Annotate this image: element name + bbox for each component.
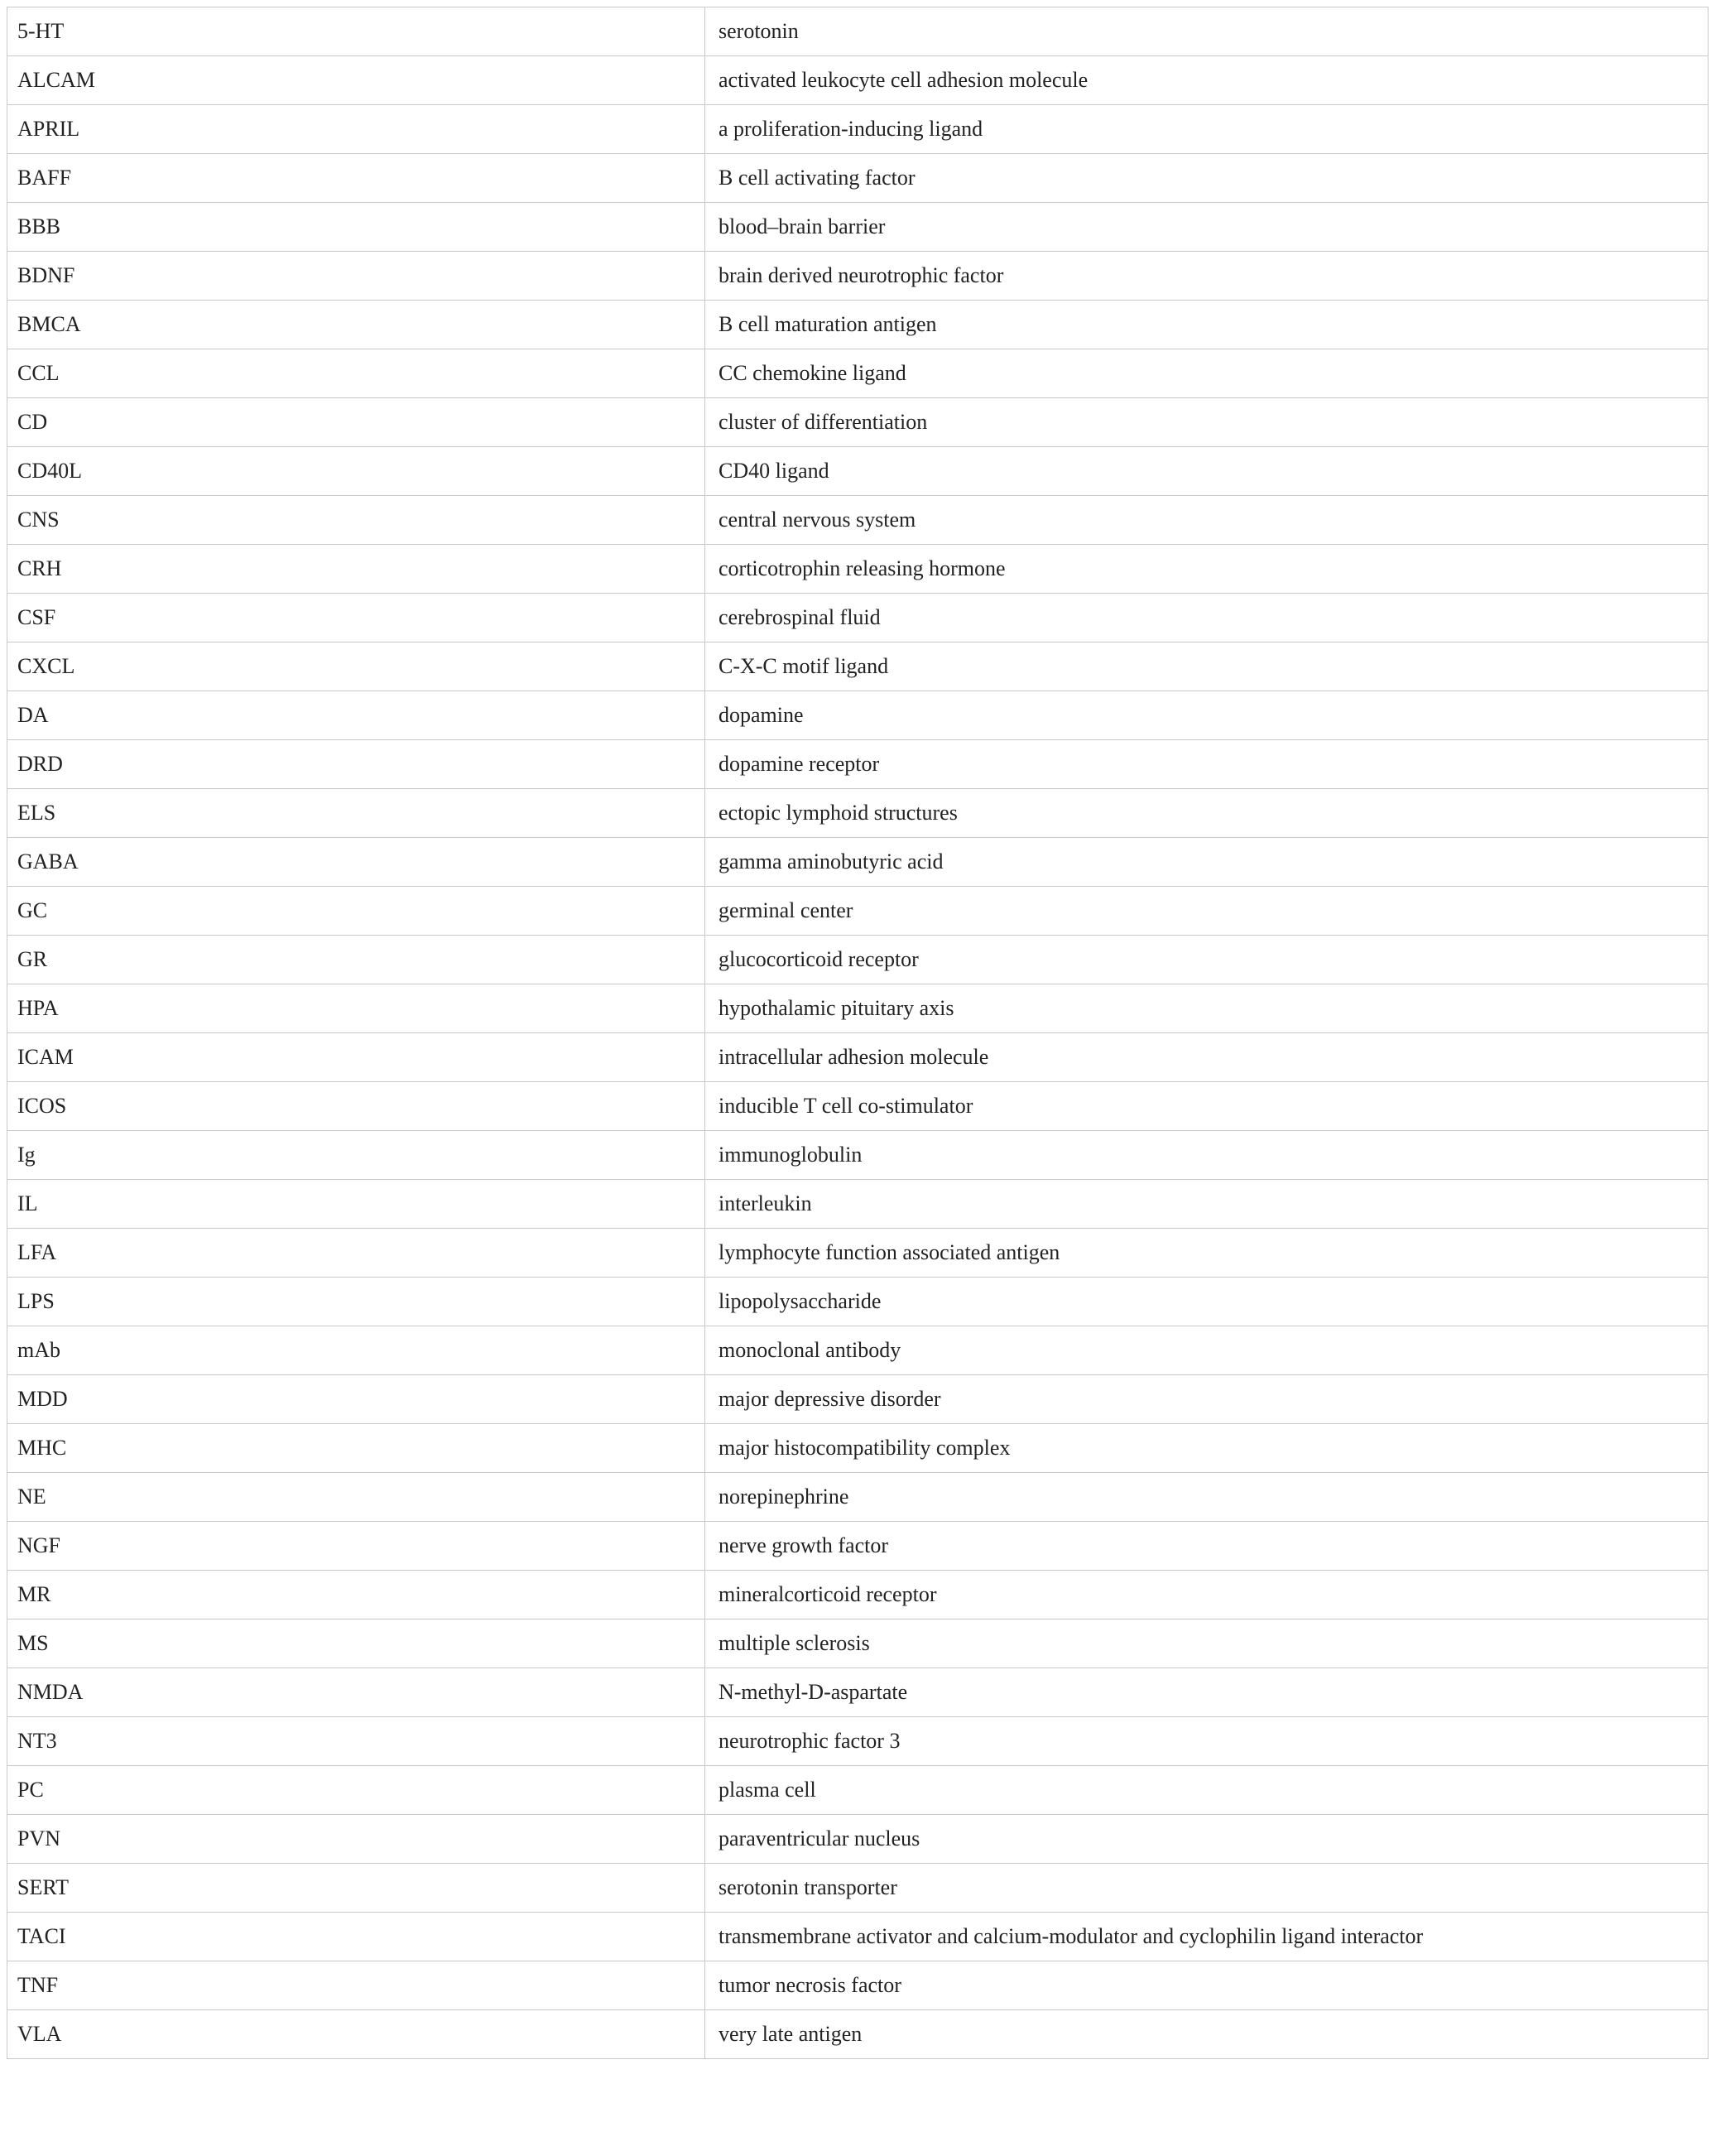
table-row	[7, 1278, 1709, 1326]
definition-cell: lipopolysaccharide	[705, 1278, 1709, 1326]
definition-cell: intracellular adhesion molecule	[705, 1033, 1709, 1082]
table-row	[7, 1375, 1709, 1424]
table-row	[7, 252, 1709, 301]
definition-cell: N-methyl-D-aspartate	[705, 1668, 1709, 1717]
definition-cell: blood–brain barrier	[705, 203, 1709, 252]
abbreviation-cell: LPS	[7, 1278, 705, 1326]
table-row	[7, 1717, 1709, 1766]
abbreviation-cell: ICOS	[7, 1082, 705, 1131]
table-row	[7, 1668, 1709, 1717]
definition-cell: multiple sclerosis	[705, 1619, 1709, 1668]
table-row	[7, 1326, 1709, 1375]
abbreviation-cell: DRD	[7, 740, 705, 789]
abbreviation-cell: CD	[7, 398, 705, 447]
abbreviation-cell: NMDA	[7, 1668, 705, 1717]
definition-cell: hypothalamic pituitary axis	[705, 984, 1709, 1033]
abbreviation-cell: APRIL	[7, 105, 705, 154]
abbreviation-cell: CCL	[7, 349, 705, 398]
table-row	[7, 56, 1709, 105]
definition-cell: CD40 ligand	[705, 447, 1709, 496]
definition-cell: serotonin	[705, 7, 1709, 56]
abbreviation-cell: GR	[7, 936, 705, 984]
table-row	[7, 740, 1709, 789]
abbreviation-cell: LFA	[7, 1229, 705, 1278]
abbreviation-cell: mAb	[7, 1326, 705, 1375]
definition-cell: glucocorticoid receptor	[705, 936, 1709, 984]
definition-cell: neurotrophic factor 3	[705, 1717, 1709, 1766]
abbreviation-cell: ELS	[7, 789, 705, 838]
abbreviation-cell: ALCAM	[7, 56, 705, 105]
definition-cell: B cell activating factor	[705, 154, 1709, 203]
table-row	[7, 642, 1709, 691]
definition-cell: plasma cell	[705, 1766, 1709, 1815]
definition-cell: corticotrophin releasing hormone	[705, 545, 1709, 594]
table-row	[7, 349, 1709, 398]
abbreviation-cell: TNF	[7, 1961, 705, 2010]
abbreviations-table	[7, 7, 1709, 2059]
definition-cell: germinal center	[705, 887, 1709, 936]
definition-cell: brain derived neurotrophic factor	[705, 252, 1709, 301]
abbreviation-cell: NGF	[7, 1522, 705, 1571]
definition-cell: paraventricular nucleus	[705, 1815, 1709, 1864]
definition-cell: nerve growth factor	[705, 1522, 1709, 1571]
abbreviation-cell: PC	[7, 1766, 705, 1815]
definition-cell: immunoglobulin	[705, 1131, 1709, 1180]
table-row	[7, 1619, 1709, 1668]
table-row	[7, 154, 1709, 203]
definition-cell: mineralcorticoid receptor	[705, 1571, 1709, 1619]
abbreviation-cell: MDD	[7, 1375, 705, 1424]
definition-cell: major depressive disorder	[705, 1375, 1709, 1424]
definition-cell: transmembrane activator and calcium-modulator and cyclophilin ligand interactor	[705, 1913, 1709, 1961]
abbreviation-cell: DA	[7, 691, 705, 740]
table-row	[7, 398, 1709, 447]
definition-cell: major histocompatibility complex	[705, 1424, 1709, 1473]
definition-cell: gamma aminobutyric acid	[705, 838, 1709, 887]
abbreviation-cell: HPA	[7, 984, 705, 1033]
abbreviation-cell: 5-HT	[7, 7, 705, 56]
abbreviation-cell: MHC	[7, 1424, 705, 1473]
table-row	[7, 496, 1709, 545]
definition-cell: inducible T cell co-stimulator	[705, 1082, 1709, 1131]
definition-cell: monoclonal antibody	[705, 1326, 1709, 1375]
abbreviation-cell: MR	[7, 1571, 705, 1619]
definition-cell: very late antigen	[705, 2010, 1709, 2059]
table-row	[7, 1815, 1709, 1864]
table-row	[7, 887, 1709, 936]
abbreviation-cell: BBB	[7, 203, 705, 252]
abbreviation-cell: SERT	[7, 1864, 705, 1913]
table-row	[7, 7, 1709, 56]
table-row	[7, 789, 1709, 838]
table-row	[7, 1131, 1709, 1180]
table-row	[7, 984, 1709, 1033]
abbreviation-cell: NE	[7, 1473, 705, 1522]
definition-cell: cluster of differentiation	[705, 398, 1709, 447]
abbreviation-cell: Ig	[7, 1131, 705, 1180]
abbreviation-cell: CRH	[7, 545, 705, 594]
table-row	[7, 1082, 1709, 1131]
table-row	[7, 1229, 1709, 1278]
abbreviation-cell: CXCL	[7, 642, 705, 691]
abbreviation-cell: CD40L	[7, 447, 705, 496]
definition-cell: cerebrospinal fluid	[705, 594, 1709, 642]
table-row	[7, 594, 1709, 642]
definition-cell: dopamine	[705, 691, 1709, 740]
abbreviation-cell: TACI	[7, 1913, 705, 1961]
table-row	[7, 1180, 1709, 1229]
table-row	[7, 1522, 1709, 1571]
definition-cell: tumor necrosis factor	[705, 1961, 1709, 2010]
abbreviations-table-body	[7, 7, 1709, 2059]
abbreviation-cell: BDNF	[7, 252, 705, 301]
definition-cell: a proliferation-inducing ligand	[705, 105, 1709, 154]
abbreviation-cell: MS	[7, 1619, 705, 1668]
abbreviation-cell: CSF	[7, 594, 705, 642]
table-row	[7, 936, 1709, 984]
table-row	[7, 447, 1709, 496]
table-row	[7, 545, 1709, 594]
definition-cell: interleukin	[705, 1180, 1709, 1229]
definition-cell: dopamine receptor	[705, 740, 1709, 789]
definition-cell: ectopic lymphoid structures	[705, 789, 1709, 838]
table-row	[7, 838, 1709, 887]
definition-cell: activated leukocyte cell adhesion molecule	[705, 56, 1709, 105]
definition-cell: serotonin transporter	[705, 1864, 1709, 1913]
abbreviation-cell: BMCA	[7, 301, 705, 349]
table-row	[7, 1033, 1709, 1082]
table-row	[7, 1571, 1709, 1619]
table-row	[7, 1961, 1709, 2010]
table-row	[7, 1864, 1709, 1913]
abbreviation-cell: PVN	[7, 1815, 705, 1864]
abbreviation-cell: ICAM	[7, 1033, 705, 1082]
table-row	[7, 691, 1709, 740]
table-row	[7, 1766, 1709, 1815]
definition-cell: central nervous system	[705, 496, 1709, 545]
table-row	[7, 2010, 1709, 2059]
abbreviation-cell: NT3	[7, 1717, 705, 1766]
table-row	[7, 1424, 1709, 1473]
abbreviation-cell: VLA	[7, 2010, 705, 2059]
abbreviation-cell: GC	[7, 887, 705, 936]
abbreviation-cell: BAFF	[7, 154, 705, 203]
definition-cell: norepinephrine	[705, 1473, 1709, 1522]
table-row	[7, 1913, 1709, 1961]
abbreviation-cell: IL	[7, 1180, 705, 1229]
definition-cell: B cell maturation antigen	[705, 301, 1709, 349]
table-row	[7, 1473, 1709, 1522]
definition-cell: lymphocyte function associated antigen	[705, 1229, 1709, 1278]
definition-cell: CC chemokine ligand	[705, 349, 1709, 398]
definition-cell: C-X-C motif ligand	[705, 642, 1709, 691]
abbreviation-cell: CNS	[7, 496, 705, 545]
abbreviation-cell: GABA	[7, 838, 705, 887]
table-row	[7, 301, 1709, 349]
table-row	[7, 105, 1709, 154]
table-row	[7, 203, 1709, 252]
